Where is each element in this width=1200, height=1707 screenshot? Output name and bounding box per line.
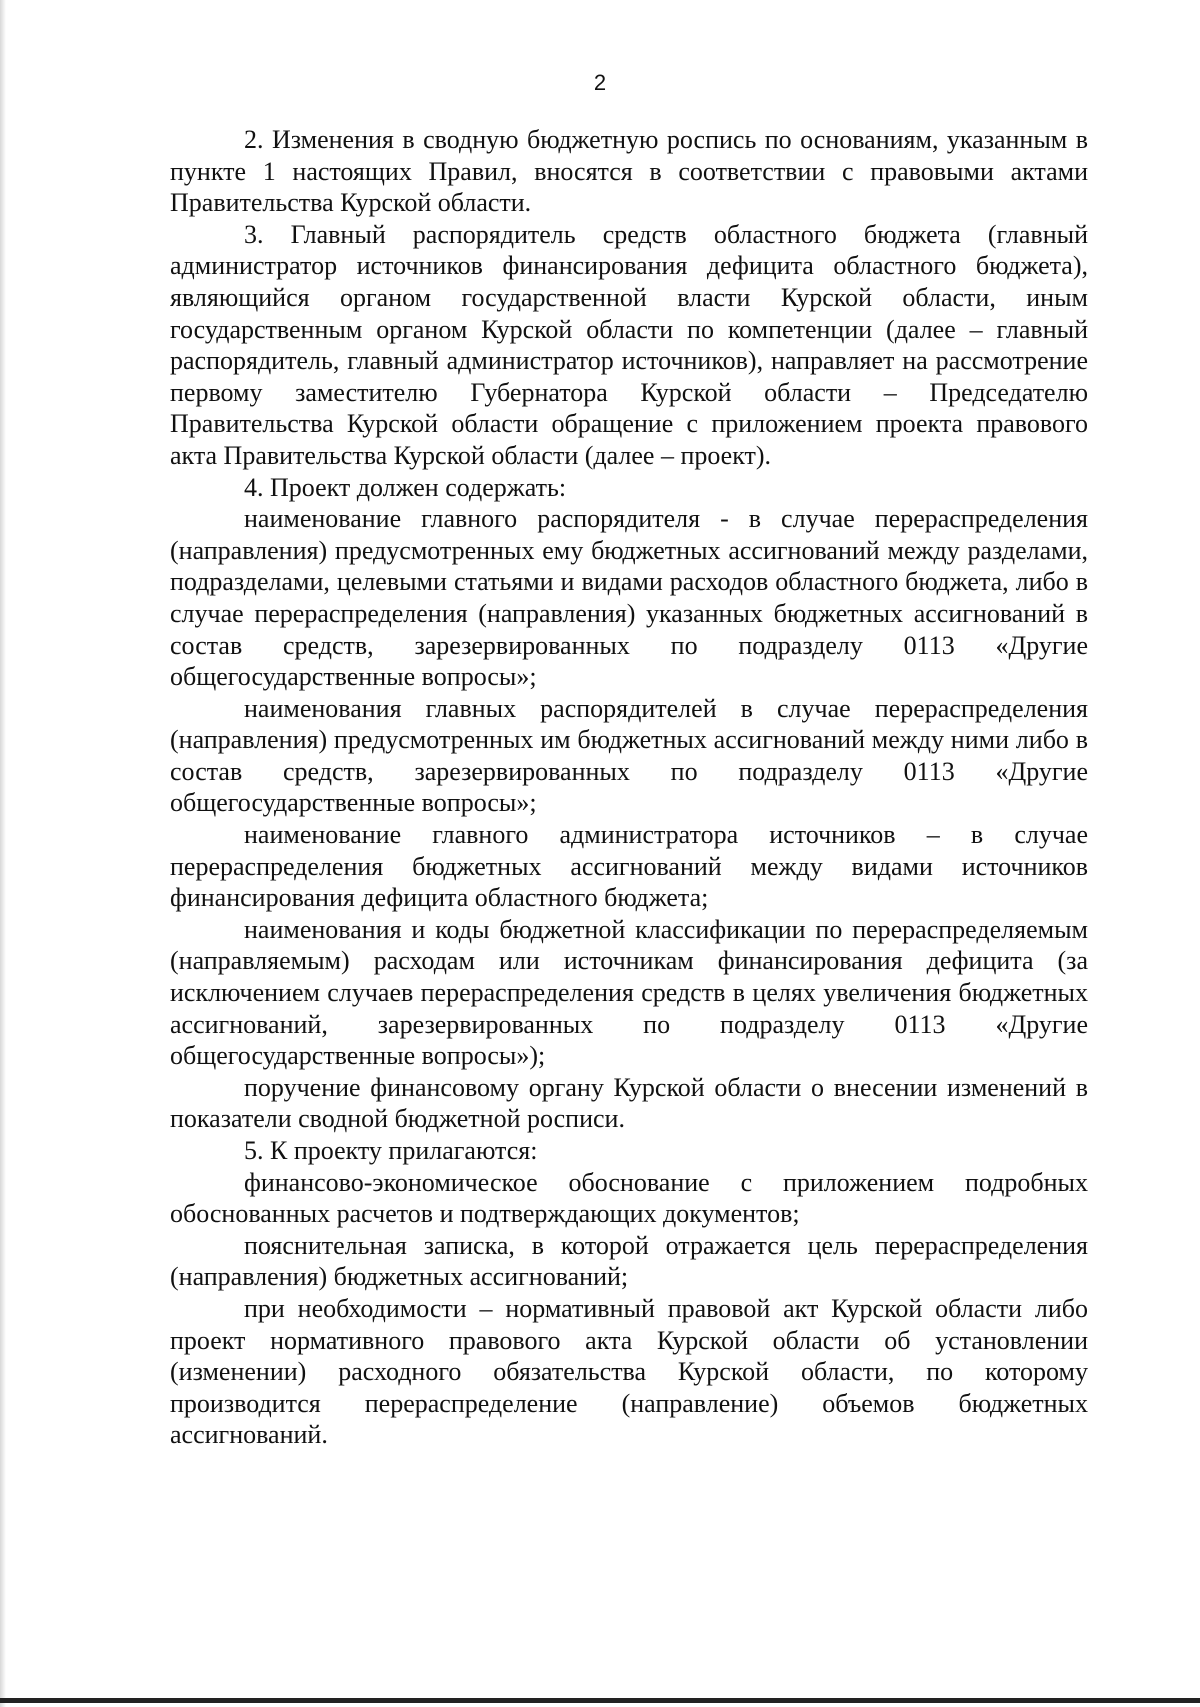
paragraph-main-distributor-name: наименование главного распорядителя - в случае перераспределения (направления) предусмотренных ему бюджетных ассигнований между разделами, подразделами, целевыми статьями и видами расходов областного бюджета, либо в случае перераспределения (направления) указанных бюджетных ассигнований в состав средств, зарезервированных по подразделу 0113 «Другие общегосударственные вопросы»;	[170, 504, 1088, 692]
page-number: 2	[593, 70, 607, 95]
scan-bottom-border	[0, 1698, 1200, 1703]
paragraph-main-distributors-names: наименования главных распорядителей в случае перераспределения (направления) предусмотренных им бюджетных ассигнований между ними либо в состав средств, зарезервированных по подразделу 0113 «Другие общегосударственные вопросы»;	[170, 693, 1088, 818]
paragraph-item-4: 4. Проект должен содержать:	[244, 472, 567, 502]
document-body	[170, 124, 1088, 1451]
paragraph-source-administrator-name: наименование главного администратора источников – в случае перераспределения бюджетных ассигнований между видами источников финансирования дефицита областного бюджета;	[170, 820, 1088, 913]
paragraph-item-2: 2. Изменения в сводную бюджетную роспись по основаниям, указанным в пункте 1 настоящих Правил, вносятся в соответствии с правовыми актами Правительства Курской области.	[170, 125, 1088, 218]
paragraph-normative-act: при необходимости – нормативный правовой акт Курской области либо проект нормативного правового акта Курской области об установлении (изменении) расходного обязательства Курской области, по которому производится перераспределение (направление) объемов бюджетных ассигнований.	[170, 1293, 1088, 1450]
paragraph-item-5: 5. К проекту прилагаются:	[244, 1136, 538, 1165]
paragraph-item-3: 3. Главный распорядитель средств областного бюджета (главный администратор источников финансирования дефицита областного бюджета), являющийся органом государственной власти Курской области, иным государственным органом Курской области по компетенции (далее – главный распорядитель, главный администратор источников), направляет на рассмотрение первому заместителю Губернатора Курской области – Председателю Правительства Курской области обращение с приложением проекта правового акта Правительства Курской области (далее – проект).	[170, 219, 1088, 470]
scan-edge-shadow	[0, 0, 6, 1707]
paragraph-economic-justification: финансово-экономическое обоснование с приложением подробных обоснованных расчетов и подтверждающих документов;	[170, 1167, 1088, 1229]
paragraph-explanatory-note: пояснительная записка, в которой отражается цель перераспределения (направления) бюджетных ассигнований;	[170, 1230, 1088, 1292]
paragraph-finance-body-instruction: поручение финансовому органу Курской области о внесении изменений в показатели сводной бюджетной росписи.	[170, 1072, 1088, 1134]
paragraph-budget-classification-codes: наименования и коды бюджетной классификации по перераспределяемым (направляемым) расходам или источникам финансирования дефицита (за исключением случаев перераспределения средств в целях увеличения бюджетных ассигнований, зарезервированных по подразделу 0113 «Другие общегосударственные вопросы»);	[170, 914, 1088, 1071]
